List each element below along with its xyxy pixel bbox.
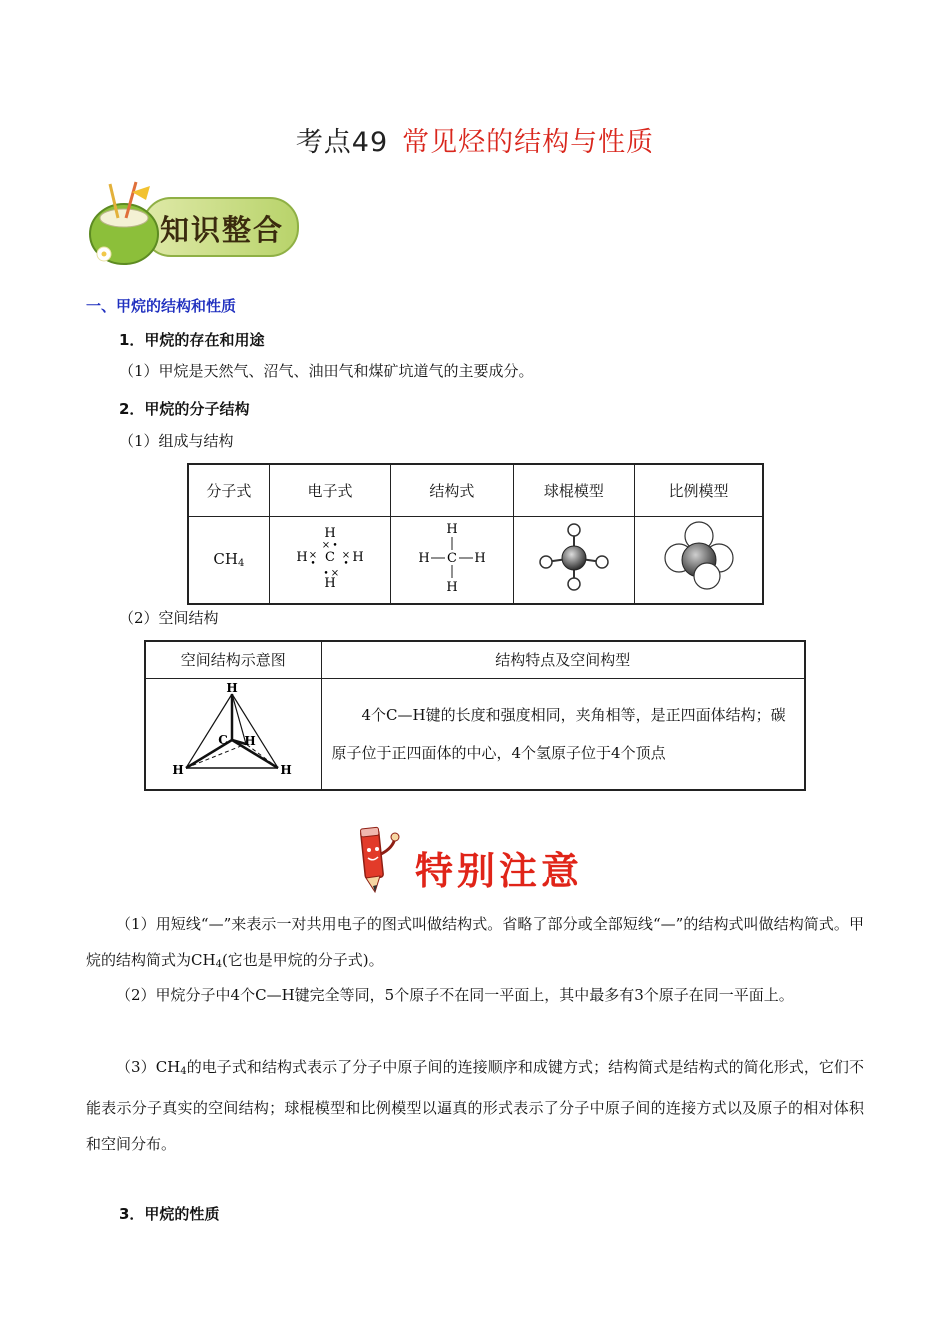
cell-spacefill	[635, 516, 763, 604]
e-x-left: ×	[308, 549, 318, 561]
s-h-left: H	[418, 550, 430, 566]
s-h-top: H	[446, 521, 458, 537]
header-diagram: 空间结构示意图	[145, 641, 321, 678]
t-h-top: H	[226, 681, 238, 695]
knowledge-banner-label: 知识整合	[160, 213, 285, 247]
attention-banner-label: 特别注意	[415, 849, 584, 893]
attention-banner	[355, 826, 595, 896]
page-title	[0, 120, 950, 159]
note-3-head: （3）CH	[116, 1058, 181, 1076]
e-dot-right: •	[343, 558, 349, 569]
header-structural: 结构式	[391, 464, 513, 516]
structure-description: 4个C—H键的长度和强度相同，夹角相等，是正四面体结构；碳原子位于正四面体的中心，4个氢原子位于4个顶点	[321, 678, 805, 790]
t-h-right: H	[280, 762, 292, 777]
e-x-top: ×	[321, 539, 331, 551]
electron-formula-diagram	[290, 523, 370, 593]
knowledge-banner	[88, 180, 303, 268]
cell-structural	[391, 516, 513, 604]
e-dot-left: •	[310, 558, 316, 569]
header-electron: 电子式	[269, 464, 390, 516]
sub2-part2: （2）空间结构	[119, 609, 219, 627]
e-x-right: ×	[341, 549, 351, 561]
title-prefix: 考点49	[295, 127, 389, 158]
s-c: C	[446, 550, 457, 566]
sub1-text: （1）甲烷是天然气、沼气、油田气和煤矿坑道气的主要成分。	[119, 362, 534, 380]
e-h-top: H	[324, 525, 336, 541]
ball-stick-model-icon	[534, 520, 614, 596]
subheading-3: 3．甲烷的性质	[119, 1205, 220, 1223]
formula-main: CH	[213, 550, 238, 569]
note-3-tail: 的电子式和结构式表示了分子中原子间的连接顺序和成键方式；结构简式是结构式的简化形式，它们不能表示分子真实的空间结构；球棍模型和比例模型以逼真的形式表示了分子中原子间的连接方式以及原子的相对体积和空间分布。	[86, 1058, 864, 1153]
cell-formula	[188, 516, 269, 604]
space-filling-model-icon	[659, 520, 739, 596]
t-c: C	[218, 732, 229, 747]
sub2-part1: （1）组成与结构	[119, 432, 234, 450]
tetrahedron-diagram	[168, 682, 298, 782]
section-heading: 一、甲烷的结构和性质	[86, 297, 237, 315]
e-h-bottom: H	[324, 575, 336, 591]
e-h-left: H	[296, 549, 308, 565]
t-h-left: H	[172, 762, 184, 777]
spatial-structure-table	[144, 640, 806, 791]
header-spacefill: 比例模型	[635, 464, 763, 516]
s-h-bottom: H	[446, 579, 458, 595]
e-x-bottom: ×	[330, 567, 340, 579]
note-1-tail: (它也是甲烷的分子式)。	[221, 951, 384, 969]
composition-table	[187, 463, 764, 605]
title-main: 常见烃的结构与性质	[402, 127, 655, 158]
structural-formula-diagram	[412, 520, 492, 596]
s-h-right: H	[474, 550, 486, 566]
subheading-2: 2．甲烷的分子结构	[119, 400, 250, 418]
note-3	[86, 1049, 864, 1162]
e-dot-top: •	[332, 540, 338, 551]
cell-tetrahedron	[145, 678, 321, 790]
header-formula: 分子式	[188, 464, 269, 516]
e-dot-bottom: •	[323, 568, 329, 579]
note-2: （2）甲烷分子中4个C—H键完全等同，5个原子不在同一平面上，其中最多有3个原子在同一平面上。	[116, 986, 794, 1004]
cell-electron	[269, 516, 390, 604]
cell-ballstick	[513, 516, 634, 604]
e-h-right: H	[352, 549, 364, 565]
note-1-text: （1）用短线“—”来表示一对共用电子的图式叫做结构式。省略了部分或全部短线“—”的结构式叫做结构简式。甲烷的结构简式为CH	[86, 915, 864, 969]
note-3-sub: 4	[180, 1066, 187, 1077]
pencil-icon	[355, 826, 405, 896]
note-1-sub: 4	[215, 959, 222, 970]
note-1	[86, 906, 864, 983]
header-ballstick: 球棍模型	[513, 464, 634, 516]
subheading-1: 1．甲烷的存在和用途	[119, 331, 265, 349]
t-h-back: H	[244, 733, 256, 748]
formula-sub: 4	[237, 558, 245, 570]
e-c: C	[325, 549, 335, 565]
header-description: 结构特点及空间构型	[321, 641, 805, 678]
